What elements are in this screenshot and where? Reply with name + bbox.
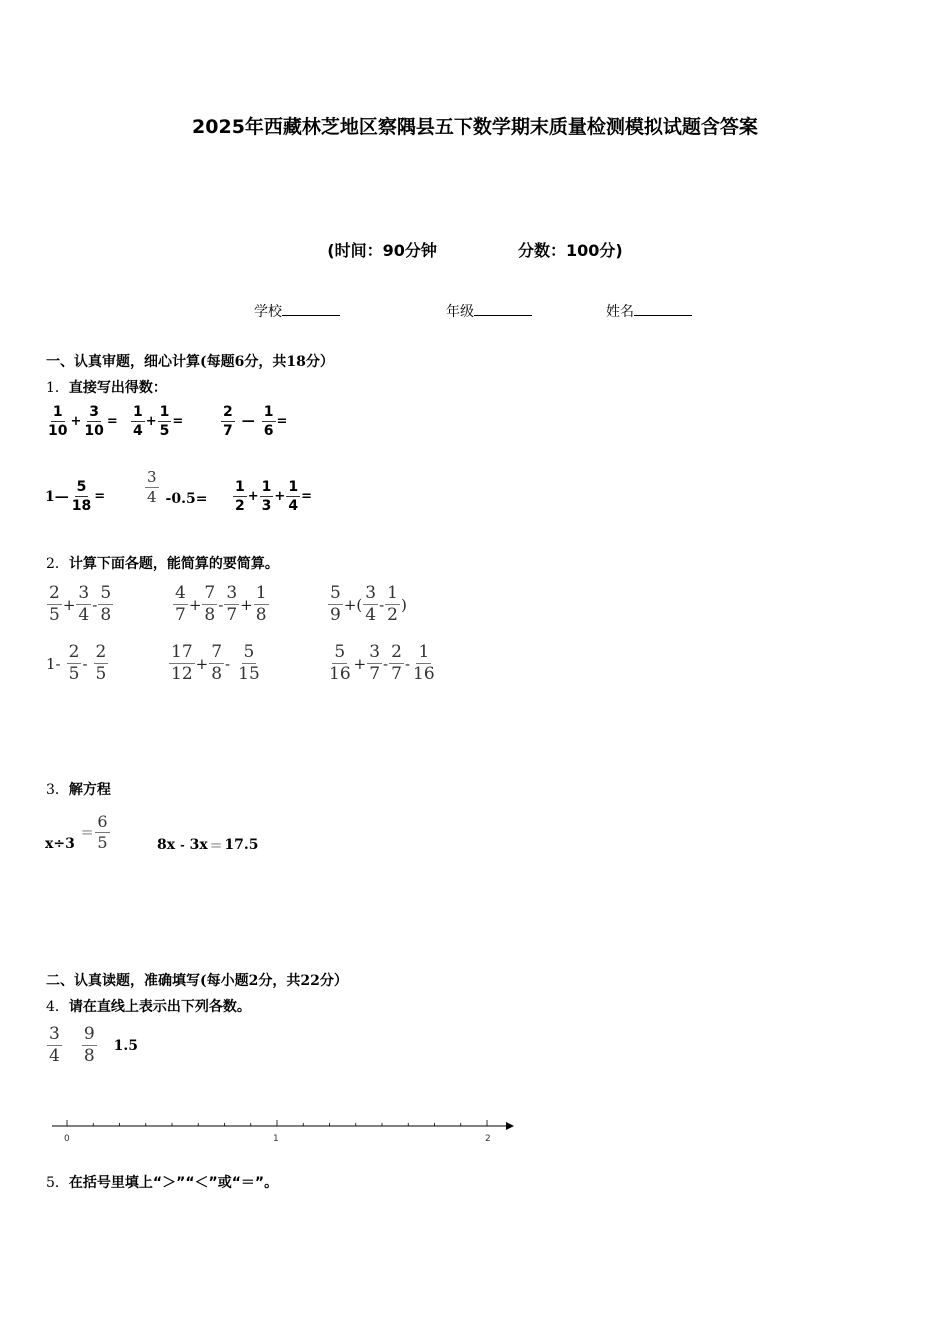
name-blank [634,301,692,316]
q2-expression-2: $\frac{4}{7}$ + $\frac{7}{8}$ - $\frac{3}{7}$ + $\frac{1}{8}$ [175,583,267,625]
fraction: $\frac{7}{8}$ [211,642,223,684]
fraction: $\frac{1}{5}$ [159,404,170,439]
q4-numbers: $\frac{3}{4}$ $\frac{9}{8}$ 1.5 [49,1024,139,1066]
grade-field: 年级 [446,301,532,321]
fraction: $\frac{1}{2}$ [235,479,245,514]
fraction: $\frac{2}{5}$ [95,642,107,684]
school-field: 学校 [254,301,340,321]
fraction: $\frac{7}{8}$ [204,583,216,625]
fraction: $\frac{3}{4}$ [49,1024,60,1066]
page-title: 2025年西藏林芝地区察隅县五下数学期末质量检测模拟试题含答案 [192,116,758,138]
fraction: $\frac{1}{4}$ [133,404,143,439]
q2-expression-5: $\frac{17}{12}$ + $\frac{7}{8}$ - $\frac{5}{15}$ [171,642,260,684]
question-4: 4．请在直线上表示出下列各数。 [46,999,251,1015]
question-1: 1．直接写出得数： [46,380,167,396]
fraction: $\frac{1}{3}$ [261,479,272,514]
fraction: $\frac{3}{4}$ [365,583,377,625]
fraction: $\frac{3}{7}$ [369,642,381,684]
fraction: $\frac{6}{5}$ [97,811,108,852]
fraction: $\frac{1}{10}$ [48,404,68,439]
number-line-arrow [506,1122,514,1130]
q1-expression-3: $\frac{2}{7}$ — $\frac{1}{6}$ = [223,404,288,439]
q2-expression-1: $\frac{2}{5}$ + $\frac{3}{4}$ - $\frac{5}{8}$ [49,583,112,625]
tick-label-2: 2 [485,1134,491,1144]
tick-label-1: 1 [273,1134,279,1144]
fraction: $\frac{5}{15}$ [238,642,260,684]
fraction: $\frac{2}{7}$ [391,642,402,684]
section-1-heading: 一、认真审题，细心计算(每题6分，共18分） [46,354,334,370]
fraction: $\frac{3}{7}$ [226,583,238,625]
fraction: $\frac{1}{16}$ [413,642,435,684]
fraction: $\frac{5}{8}$ [100,583,112,625]
q1-expression-4: 1— $\frac{5}{18}$ = [45,479,106,514]
q1-expression-1: $\frac{1}{10}$ + $\frac{3}{10}$ = [48,404,118,439]
fraction: $\frac{1}{2}$ [387,583,398,625]
fraction: $\frac{5}{9}$ [330,583,341,625]
q3-equation-1: x÷3 = $\frac{6}{5}$ [45,811,108,852]
q1-expression-5: $\frac{3}{4}$ -0.5= [147,467,208,507]
number-line [40,1110,560,1150]
fraction: $\frac{17}{12}$ [171,642,193,684]
fraction: $\frac{1}{6}$ [263,404,274,439]
name-field: 姓名 [606,301,692,321]
question-3: 3．解方程 [46,782,111,798]
q2-expression-6: $\frac{5}{16}$ + $\frac{3}{7}$ - $\frac{2}{7}$ - $\frac{1}{16}$ [329,642,435,684]
section-2-heading: 二、认真读题，准确填写(每小题2分，共22分） [46,973,348,989]
q2-expression-3: $\frac{5}{9}$ +( $\frac{3}{4}$ - $\frac{1}{2}$ ) [330,583,407,625]
fraction: $\frac{5}{18}$ [71,479,92,514]
fraction: $\frac{2}{5}$ [49,583,60,625]
fraction: $\frac{3}{10}$ [84,404,104,439]
fraction: $\frac{9}{8}$ [83,1024,95,1066]
time-limit: (时间：90分钟 [327,241,437,260]
fraction: $\frac{4}{7}$ [175,583,186,625]
fraction: $\frac{3}{4}$ [78,583,90,625]
fraction: $\frac{1}{4}$ [288,479,299,514]
exam-info [0,238,950,261]
question-5: 5．在括号里填上“＞”“＜”或“＝”。 [46,1175,279,1191]
q2-expression-4: 1- $\frac{2}{5}$ - $\frac{2}{5}$ [46,642,107,684]
q3-equation-2: 8x - 3x = 17.5 [157,836,259,854]
grade-blank [474,301,532,316]
school-blank [282,301,340,316]
fraction: $\frac{1}{8}$ [255,583,267,625]
total-score: 分数：100分) [518,241,623,260]
question-2: 2．计算下面各题，能简算的要简算。 [46,556,279,572]
tick-label-0: 0 [64,1134,70,1144]
q1-expression-6: $\frac{1}{2}$ + $\frac{1}{3}$ + $\frac{1}{4}$ = [235,479,312,514]
fraction: $\frac{5}{16}$ [329,642,351,684]
fraction: $\frac{3}{4}$ [147,467,157,506]
fraction: $\frac{2}{7}$ [223,404,233,439]
fraction: $\frac{2}{5}$ [68,642,80,684]
q1-expression-2: $\frac{1}{4}$ + $\frac{1}{5}$ = [133,404,184,439]
